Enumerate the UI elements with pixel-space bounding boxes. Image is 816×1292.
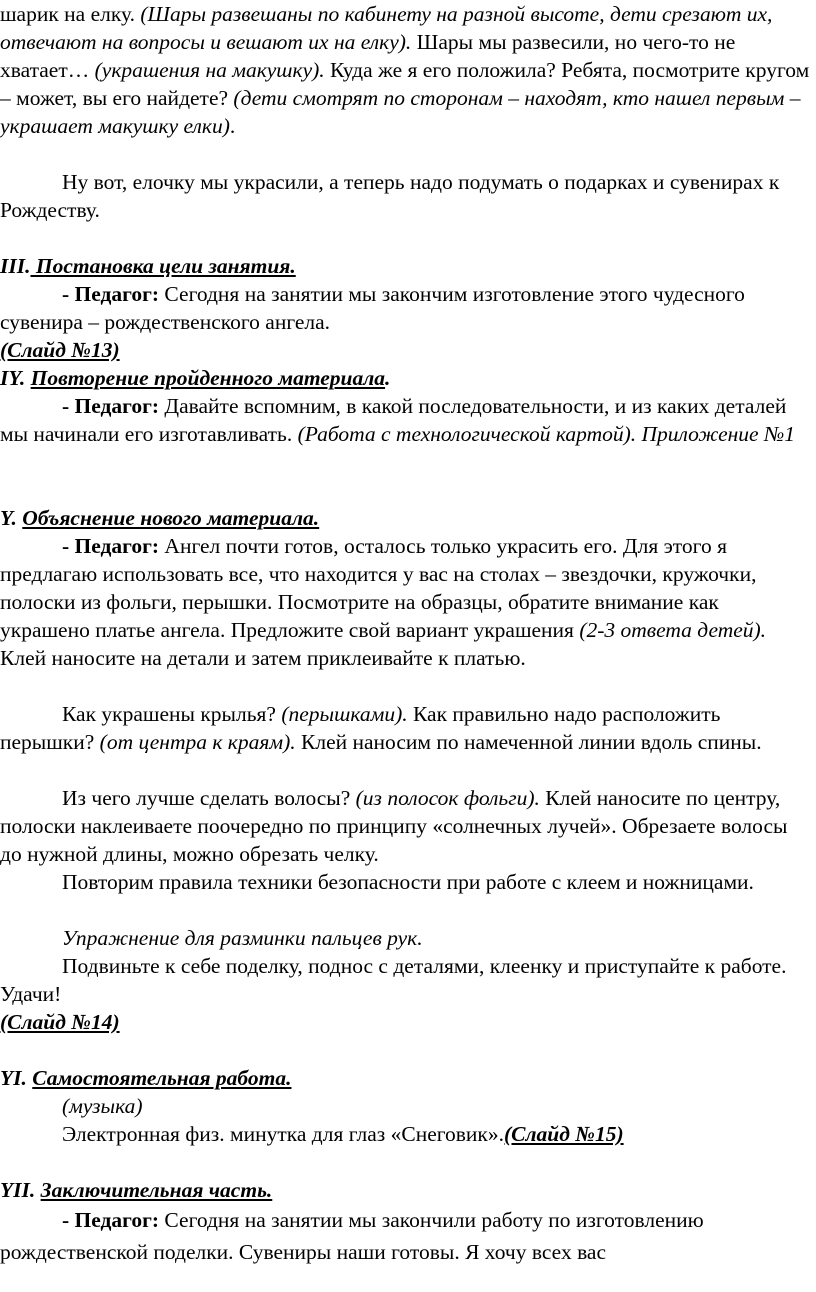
speaker-label: - Педагог: <box>62 394 160 418</box>
section-5-paragraph-3 <box>0 784 812 868</box>
slide-13-reference <box>0 336 812 364</box>
exercise-remark: Упражнение для разминки пальцев рук. <box>62 926 423 950</box>
section-4-paragraph <box>0 392 812 448</box>
section-5-paragraph-1 <box>0 532 812 672</box>
remark: (от центра к краям). <box>99 730 296 754</box>
section-4-heading <box>0 364 812 392</box>
section-title: Заключительная часть. <box>40 1178 273 1202</box>
section-5-paragraph-2 <box>0 700 812 756</box>
remark: (из полосок фольги). <box>355 786 540 810</box>
section-title: Повторение пройденного материала <box>30 366 386 390</box>
section-5-paragraph-6: Подвиньте к себе поделку, поднос с деталями, клеенку и приступайте к работе. Удачи! <box>0 954 787 1006</box>
section-title: Постановка цели занятия. <box>30 254 296 278</box>
eye-exercise-text: Электронная физ. минутка для глаз «Снеговик». <box>62 1122 504 1146</box>
speaker-text: Клей наносите на детали и затем приклеивайте к платью. <box>0 646 526 670</box>
text: Как украшены крылья? <box>62 702 282 726</box>
intro-text: Куда же я его положила? Ребята, посмотрите кругом – может, вы его найдете? <box>0 58 810 110</box>
intro-text: . <box>229 114 236 138</box>
section-7-heading <box>0 1176 812 1204</box>
appendix-remark: (Работа с технологической картой). Приложение №1 <box>297 422 796 446</box>
section-5-heading <box>0 504 812 532</box>
section-title: Объяснение нового материала. <box>22 506 320 530</box>
eye-exercise-line <box>0 1120 812 1148</box>
speaker-text: Сегодня на занятии мы закончили работу по изготовлению рождественской поделки. Сувениры наши готовы. Я хочу всех вас <box>0 1208 704 1264</box>
section-title: Самостоятельная работа. <box>32 1066 292 1090</box>
slide-label: (Слайд №13) <box>0 338 120 362</box>
section-number: YII. <box>0 1178 36 1202</box>
slide-label: (Слайд №15) <box>504 1122 624 1146</box>
music-note <box>0 1092 812 1120</box>
text: Клей наносим по намеченной линии вдоль спины. <box>295 730 762 754</box>
section-number: Y. <box>0 506 17 530</box>
section-number: YI. <box>0 1066 27 1090</box>
slide-label: (Слайд №14) <box>0 1010 120 1034</box>
slide-14-reference <box>0 1008 812 1036</box>
section-number: III. <box>0 254 31 278</box>
speaker-text: Сегодня на занятии мы закончим изготовление этого чудесного сувенира – рождественского ангела. <box>0 282 745 334</box>
christmas-paragraph: Ну вот, елочку мы украсили, а теперь надо подумать о подарках и сувенирах к Рождеству. <box>0 170 780 222</box>
speaker-text: Ангел почти готов, осталось только украсить его. Для этого я предлагаю использовать все, что находится у вас на столах – звездочки, кружочки, полоски из фольги, перышки. Посмотрите на образцы, обратите внимание как украшено платье ангела. Предложите свой вариант украшения <box>0 534 757 642</box>
remark: (перышками). <box>281 702 408 726</box>
section-5-paragraph-4: Повторим правила техники безопасности при работе с клеем и ножницами. <box>62 870 754 894</box>
text: Клей наносите по центру, полоски наклеиваете поочередно по принципу «солнечных лучей». Обрезаете волосы до нужной длины, можно обрезать челку. <box>0 786 788 866</box>
intro-remark: (украшения на макушку). <box>94 58 325 82</box>
intro-text: Шары мы развесили, но чего-то не хватает… <box>0 30 736 82</box>
remark: (2-3 ответа детей). <box>579 618 767 642</box>
intro-remark: (дети смотрят по сторонам – находят, кто нашел первым – украшает макушку елки) <box>0 86 801 138</box>
intro-text: шарик на елку. <box>0 2 141 26</box>
section-7-paragraph <box>0 1204 812 1268</box>
text: Как правильно надо расположить перышки? <box>0 702 721 754</box>
speaker-label: - Педагог: <box>62 1208 160 1232</box>
text: Из чего лучше сделать волосы? <box>62 786 356 810</box>
speaker-text: Давайте вспомним, в какой последовательности, и из каких деталей мы начинали его изготавливать. <box>0 394 787 446</box>
speaker-label: - Педагог: <box>62 282 160 306</box>
section-title-dot: . <box>385 366 391 390</box>
section-5-exercise <box>0 924 812 952</box>
intro-paragraph <box>0 0 812 140</box>
speaker-label: - Педагог: <box>62 534 160 558</box>
intro-remark: (Шары развешаны по кабинету на разной высоте, дети срезают их, отвечают на вопросы и вешают их на елку). <box>0 2 773 54</box>
section-3-paragraph <box>0 280 812 336</box>
section-number: IY. <box>0 366 26 390</box>
section-3-heading <box>0 252 812 280</box>
music-remark: (музыка) <box>62 1094 143 1118</box>
section-6-heading <box>0 1064 812 1092</box>
